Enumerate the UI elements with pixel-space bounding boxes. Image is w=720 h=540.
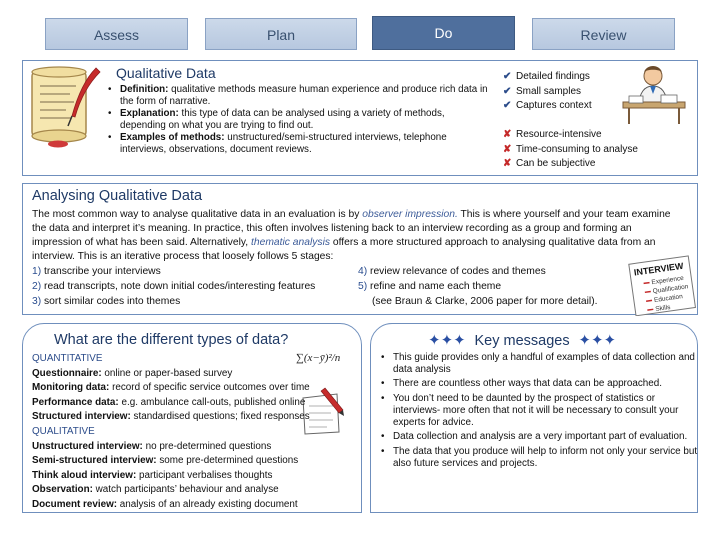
analysis-step: 2) read transcripts, note down initial codes/interesting features (32, 281, 316, 292)
qualitative-explanation: • Explanation: this type of data can be analysed using a variety of methods, depending on what you are trying to find out. (106, 108, 488, 131)
scroll-quill-icon (28, 64, 104, 150)
cons-list (503, 128, 638, 172)
analysing-paragraph: The most common way to analyse qualitative data in an evaluation is by observer impression. This is where yourself and your team examine the data and interpret it’s meaning. In practice, this often involves listening back to an interview recording as a group and forming an impression of what has been said. Alternatively, thematic analysis offers a more structured approach to analysing qualitative data from an interview. This is an iterative process that loosely follows 5 stages: (32, 209, 671, 262)
qualitative-definition: • Definition: qualitative methods measure human experience and produce rich data in the form of narrative. (106, 84, 488, 107)
pro-item: ✔ Small samples (503, 85, 592, 100)
analysing-title: Analysing Qualitative Data (32, 188, 203, 204)
data-type-row: Questionnaire: online or paper-based survey (32, 367, 233, 379)
tick-icon: ✔ (503, 71, 512, 82)
pro-item: ✔ Detailed findings (503, 70, 592, 85)
pro-item: ✔ Captures context (503, 99, 592, 114)
data-type-row: Document review: analysis of an already existing document (32, 498, 298, 510)
interview-card-line: Education (653, 293, 684, 305)
key-messages-list (378, 352, 700, 472)
cross-icon: ✘ (503, 129, 512, 140)
key-message: • The data that you produce will help to inform not only your service but also future services and projects. (378, 446, 700, 469)
data-type-row: Semi-structured interview: some pre-determined questions (32, 455, 299, 467)
analysis-step: 3) sort similar codes into themes (32, 296, 181, 307)
tab-plan[interactable]: Plan (205, 18, 357, 50)
key-messages-title: Key messages (474, 333, 570, 349)
tab-review[interactable]: Review (532, 18, 675, 50)
key-message: • Data collection and analysis are a very important part of evaluation. (378, 431, 700, 443)
key-message: • There are countless other ways that data can be approached. (378, 378, 700, 390)
interview-card-line: Experience (651, 274, 685, 287)
tick-icon: ✔ (503, 85, 512, 97)
con-item: ✘ Time-consuming to analyse (503, 143, 638, 158)
interview-card-line: Skills (654, 303, 671, 313)
data-type-row: Unstructured interview: no pre-determined questions (32, 440, 272, 452)
data-type-row: Monitoring data: record of specific service outcomes over time (32, 382, 310, 394)
data-type-row: Performance data: e.g. ambulance call-outs, published online (32, 396, 306, 408)
cross-icon: ✘ (503, 158, 512, 169)
con-item: ✘ Can be subjective (503, 157, 638, 172)
process-tabs (45, 14, 675, 50)
researcher-at-desk-icon (617, 62, 687, 128)
tab-do[interactable]: Do (372, 16, 515, 50)
data-type-row: Think aloud interview: participant verbalises thoughts (32, 469, 273, 481)
star-icon: ✦✦✦ (578, 332, 617, 349)
tick-icon: ✔ (503, 100, 512, 111)
key-messages-header (428, 331, 616, 349)
pros-list (503, 70, 592, 114)
analysis-step: 5) refine and name each theme (358, 281, 502, 292)
analysis-step: 1) transcribe your interviews (32, 266, 161, 277)
interview-card-heading: INTERVIEW (633, 260, 685, 278)
data-type-row: Observation: watch participants’ behaviour and analyse (32, 484, 279, 496)
key-message: • This guide provides only a handful of examples of data collection and data analysis (378, 352, 700, 375)
con-item: ✘ Resource-intensive (503, 128, 638, 143)
formula-note: ∑(x−ȳ)²/n (296, 352, 341, 364)
interview-card-icon (626, 254, 696, 316)
star-icon: ✦✦✦ (428, 332, 466, 349)
qualitative-label: QUALITATIVE (32, 425, 95, 437)
interview-card-line: Qualification (652, 283, 689, 296)
reference-note: (see Braun & Clarke, 2006 paper for more detail). (372, 296, 598, 307)
tab-assess[interactable]: Assess (45, 18, 188, 50)
analysis-step: 4) review relevance of codes and themes (358, 266, 546, 277)
data-type-row: Structured interview: standardised questions; fixed responses (32, 411, 310, 423)
types-list (32, 352, 362, 513)
types-title: What are the different types of data? (54, 332, 289, 348)
quantitative-label: QUANTITATIVE (32, 353, 103, 364)
qualitative-examples: • Examples of methods: unstructured/semi-structured interviews, telephone interviews, observations, document reviews. (106, 132, 488, 155)
cross-icon: ✘ (503, 143, 512, 155)
qualitative-title: Qualitative Data (116, 65, 216, 81)
qualitative-bullets (106, 84, 488, 157)
key-message: • You don’t need to be daunted by the prospect of statistics or interviews- more often that not it will be necessary to consult your experts for advice. (378, 393, 700, 428)
